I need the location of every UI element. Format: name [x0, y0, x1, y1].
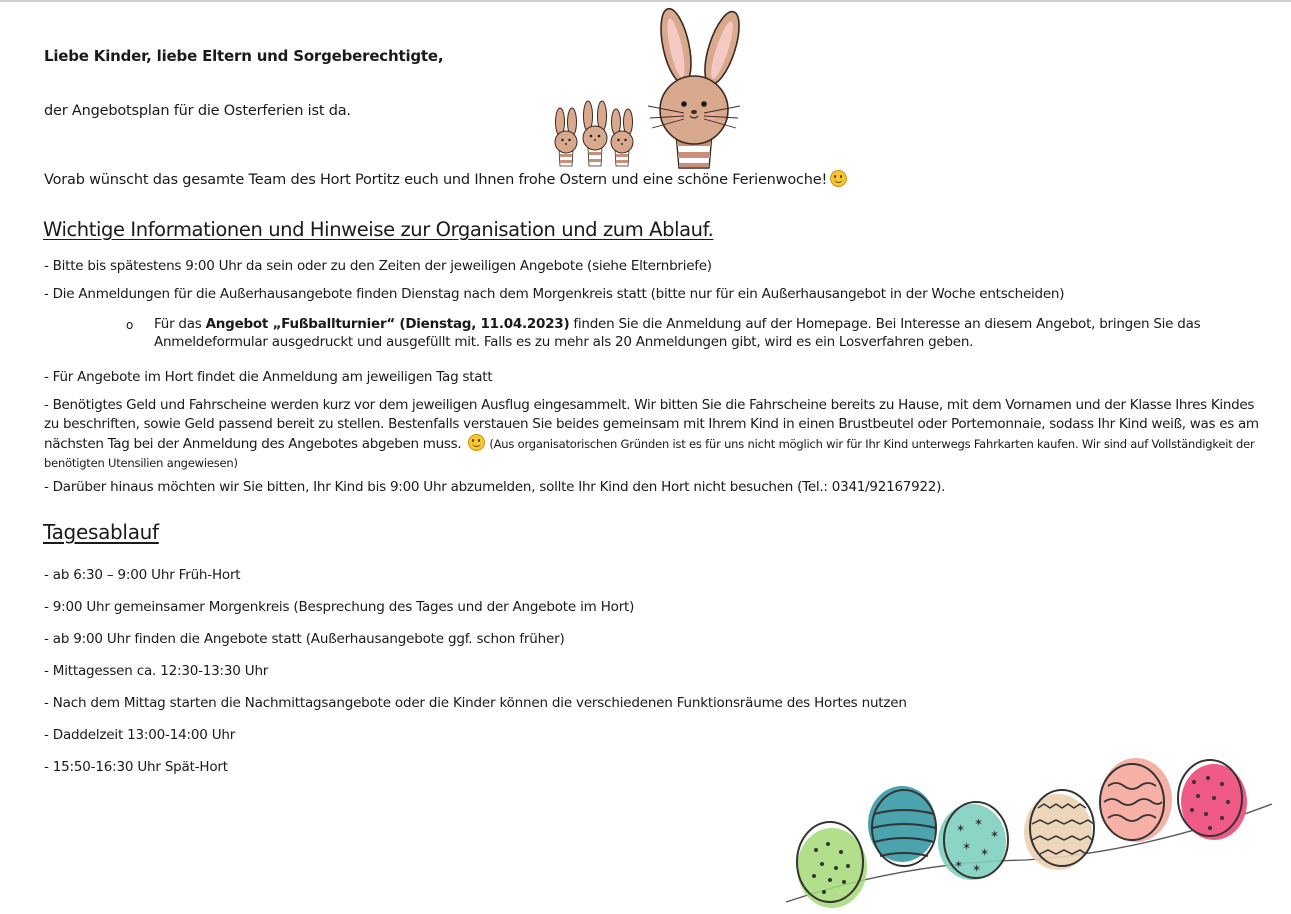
svg-text:✶: ✶ [956, 822, 966, 835]
small-bunny-1 [555, 108, 577, 166]
info-sub-item [154, 315, 1234, 351]
svg-text:✶: ✶ [974, 816, 984, 829]
small-bunny-3 [611, 109, 633, 166]
info-line-3: - Für Angebote im Hort findet die Anmeldung am jeweiligen Tag statt [44, 369, 493, 385]
svg-text:✶: ✶ [990, 828, 1000, 841]
egg-mint [938, 802, 1008, 880]
schedule-item: - ab 9:00 Uhr finden die Angebote statt (Außerhausangebote ggf. schon früher) [44, 631, 565, 647]
info-line-4-text: - Benötigtes Geld und Fahrscheine werden kurz vor dem jeweiligen Ausflug eingesammelt. Wir bitten Sie die Fahrscheine bereits zu Hause, mit dem Vornamen und der Klasse Ihres Kindes zu beschriften, sowie Geld passend bereit zu stellen. Bestenfalls verstauen Sie beides gemeinsam mit Ihrem Kind in einen Brustbeutel oder Portemonnaie, sodass Ihr Kind weiß, was es am nächsten Tag bei der Anmeldung des Angebotes abgeben muss. [44, 397, 1259, 452]
sub-item-post: finden Sie die Anmeldung auf der Homepage. Bei Interesse an diesem Angebot, bringen Sie das Anmeldeformular ausgedruckt und ausgefüllt mit. Falls es zu mehr als 20 Anmeldungen gibt, wird es ein Losverfahren geben. [154, 316, 1201, 350]
info-line-2: - Die Anmeldungen für die Außerhausangebote finden Dienstag nach dem Morgenkreis statt (bitte nur für ein Außerhausangebot in der Woche entscheiden) [44, 286, 1065, 302]
intro-line: der Angebotsplan für die Osterferien ist da. [44, 103, 351, 119]
schedule-item: - Mittagessen ca. 12:30-13:30 Uhr [44, 663, 269, 679]
info-line-1: - Bitte bis spätestens 9:00 Uhr da sein oder zu den Zeiten der jeweiligen Angebote (siehe Elternbriefe) [44, 258, 712, 274]
schedule-item: - Daddelzeit 13:00-14:00 Uhr [44, 727, 236, 743]
svg-text:✶: ✶ [980, 846, 990, 859]
egg-green [797, 822, 867, 908]
big-bunny [648, 6, 746, 168]
sub-item-bold: Angebot „Fußballturnier“ (Dienstag, 11.04.2023) [205, 316, 570, 332]
info-heading: Wichtige Informationen und Hinweise zur Organisation und zum Ablauf. [43, 218, 714, 241]
info-line-4 [44, 396, 1259, 473]
top-border [0, 0, 1291, 2]
schedule-item: - 9:00 Uhr gemeinsamer Morgenkreis (Besprechung des Tages und der Angebote im Hort) [44, 599, 635, 615]
easter-wishes-line [44, 170, 847, 188]
svg-text:✶: ✶ [962, 840, 972, 853]
sub-bullet-marker: o [126, 318, 134, 332]
easter-eggs-illustration [786, 752, 1276, 912]
schedule-item: - Nach dem Mittag starten die Nachmittagsangebote oder die Kinder können die verschiedenen Funktionsräume des Hortes nutzen [44, 695, 907, 711]
egg-pink [1178, 760, 1247, 840]
easter-wishes-text: Vorab wünscht das gesamte Team des Hort Portitz euch und Ihnen frohe Ostern und eine schöne Ferienwoche! [44, 172, 828, 188]
svg-text:✶: ✶ [954, 858, 964, 871]
schedule-item: - ab 6:30 – 9:00 Uhr Früh-Hort [44, 567, 241, 583]
egg-teal [868, 786, 936, 866]
info-line-5: - Darüber hinaus möchten wir Sie bitten, Ihr Kind bis 9:00 Uhr abzumelden, sollte Ihr Kind den Hort nicht besuchen (Tel.: 0341/92167922). [44, 479, 946, 495]
schedule-heading: Tagesablauf [43, 520, 159, 544]
smiley-icon [830, 170, 847, 187]
svg-text:✶: ✶ [972, 862, 982, 875]
schedule-item: - 15:50-16:30 Uhr Spät-Hort [44, 759, 228, 775]
sub-item-pre: Für das [154, 316, 206, 332]
info-line-4-note: (Aus organisatorischen Gründen ist es für uns nicht möglich wir für Ihr Kind unterwegs Fahrkarten kaufen. Wir sind auf Vollständigkeit der benötigten Utensilien angewiesen) [44, 437, 1255, 470]
egg-salmon [1100, 758, 1172, 842]
small-bunny-2 [583, 101, 607, 166]
egg-beige [1024, 790, 1094, 870]
smiley-icon [468, 434, 485, 451]
greeting-line: Liebe Kinder, liebe Eltern und Sorgeberechtigte, [44, 47, 444, 65]
easter-bunnies-illustration [544, 6, 749, 172]
